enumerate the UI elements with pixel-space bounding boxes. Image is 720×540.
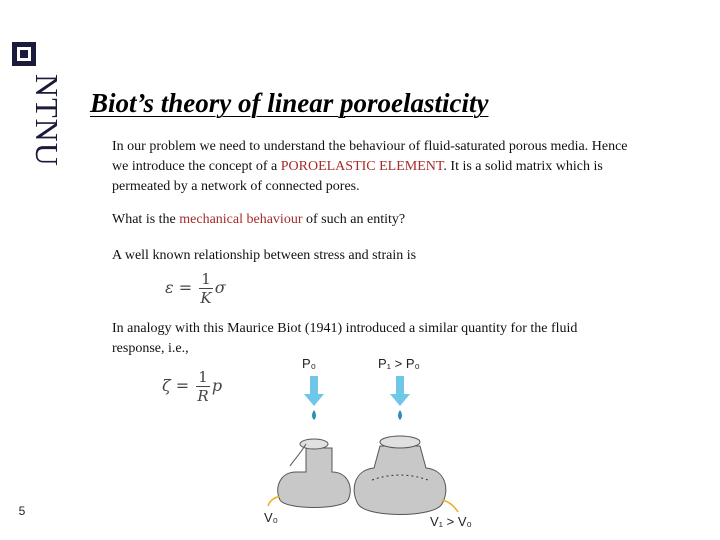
arrow-down-icon-left xyxy=(304,376,324,406)
equation-stress-strain xyxy=(165,270,226,307)
paragraph-intro-text-1: In our problem we need to understand the behaviour of fluid-saturated porous media. Hence we introduce the concept of a xyxy=(112,139,628,174)
label-v1-gt-v0: V₁ > V₀ xyxy=(430,514,472,529)
equation2-fraction xyxy=(196,368,210,405)
vessel-left xyxy=(268,439,350,508)
equation1-fraction xyxy=(199,270,213,307)
label-v0: V₀ xyxy=(264,510,279,525)
paragraph-question xyxy=(112,210,632,230)
drop-icon-right xyxy=(398,410,402,420)
label-p1-gt-p0: P₁ > P₀ xyxy=(378,356,420,371)
equation-fluid-response xyxy=(162,368,222,405)
equation2-lhs: ζ xyxy=(162,376,171,395)
paragraph-biot: In analogy with this Maurice Biot (1941) introduced a similar quantity for the fluid response, i.e., xyxy=(112,321,578,356)
paragraph-intro-text-2: . It is a solid matrix which is permeated by a network of connected pores. xyxy=(112,159,603,194)
page-title: Biot’s theory of linear poroelasticity xyxy=(90,88,489,118)
vessel-right xyxy=(354,436,458,515)
equation2-equals: = xyxy=(175,376,190,395)
equation1-denominator: K xyxy=(200,289,212,307)
arrow-down-icon-right xyxy=(390,376,410,406)
paragraph-intro xyxy=(112,137,632,197)
paragraph-relationship: A well known relationship between stress and strain is xyxy=(112,248,417,263)
sidebar xyxy=(0,0,65,540)
label-p0: P₀ xyxy=(302,356,317,371)
equation1-lhs: ε xyxy=(165,278,174,297)
paragraph-question-text-1: What is the xyxy=(112,212,180,227)
equation2-numerator: 1 xyxy=(198,368,208,386)
paragraph-question-text-2: of such an entity? xyxy=(302,212,406,227)
poroelastic-diagram xyxy=(250,350,500,530)
ntnu-logo-text: NTNU xyxy=(29,74,65,167)
ntnu-logo xyxy=(0,40,65,190)
mechanical-behaviour-term: mechanical behaviour xyxy=(179,212,303,227)
equation1-numerator: 1 xyxy=(201,270,211,288)
equation1-equals: = xyxy=(178,278,193,297)
equation2-denominator: R xyxy=(197,387,209,405)
poroelastic-element-term: POROELASTIC ELEMENT xyxy=(280,159,444,174)
equation2-rhs: p xyxy=(211,376,223,395)
page-number: 5 xyxy=(18,504,26,518)
equation1-rhs: σ xyxy=(214,278,226,297)
drop-icon-left xyxy=(312,410,316,420)
